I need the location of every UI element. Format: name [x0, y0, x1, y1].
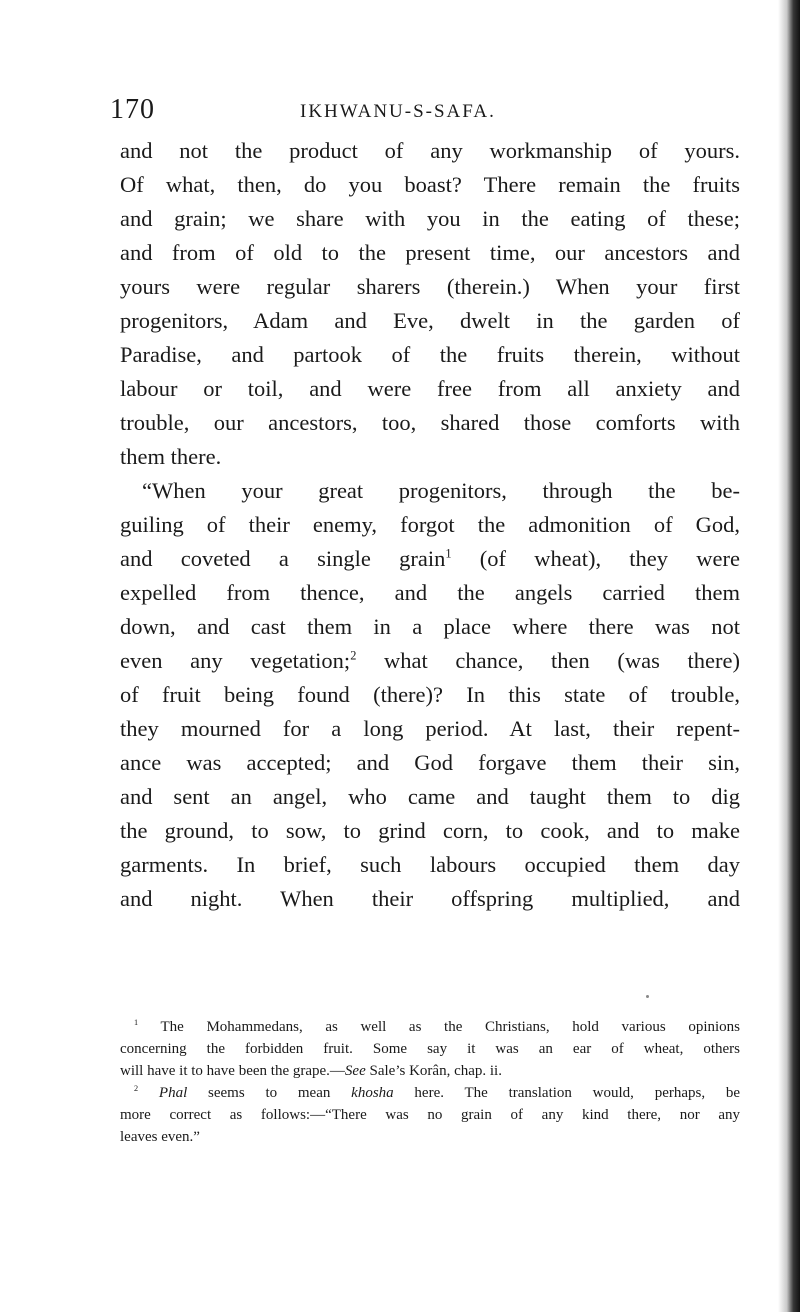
- text-line: and from of old to the present time, our ancestors and: [120, 240, 740, 265]
- footnotes: [120, 1016, 740, 1148]
- text-segment: here. The translation would, perhaps, be: [393, 1085, 741, 1101]
- footnote-line: concerning the forbidden fruit. Some say it was an ear of wheat, others: [120, 1041, 740, 1057]
- text-line: and night. When their offspring multiplied, and: [120, 886, 740, 911]
- text-segment: even any vegetation;: [120, 648, 351, 673]
- text-segment: seems to mean: [187, 1085, 352, 1101]
- main-text: [120, 134, 740, 916]
- text-segment: khosha: [351, 1085, 394, 1101]
- text-line: yours were regular sharers (therein.) When your first: [120, 274, 740, 299]
- text-line: and grain; we share with you in the eating of these;: [120, 206, 740, 231]
- text-line: [120, 644, 740, 678]
- text-segment: and coveted a single grain: [120, 546, 446, 571]
- text-line: [120, 542, 740, 576]
- footnote-ref-1: 1: [445, 546, 452, 561]
- text-segment: The Mohammedans, as well as the Christians, hold various opinions: [160, 1019, 740, 1035]
- text-line: them there.: [120, 444, 222, 469]
- text-segment: Sale’s Korân, chap. ii.: [365, 1063, 502, 1079]
- text-segment: See: [344, 1063, 366, 1079]
- text-segment: (of wheat), they were: [479, 546, 740, 571]
- text-line: of fruit being found (there)? In this state of trouble,: [120, 682, 740, 707]
- text-line: “When your great progenitors, through the be-: [142, 478, 740, 503]
- footnote-line: leaves even.”: [120, 1129, 200, 1145]
- footnote-mark-2: 2: [134, 1084, 139, 1093]
- text-line: expelled from thence, and the angels carried them: [120, 580, 740, 605]
- text-segment: Phal: [158, 1085, 188, 1101]
- footnote-mark-1: 1: [134, 1018, 139, 1027]
- page-edge-shadow: [778, 0, 800, 1312]
- text-line: Of what, then, do you boast? There remain the fruits: [120, 172, 740, 197]
- text-line: the ground, to sow, to grind corn, to cook, and to make: [120, 818, 740, 843]
- running-title: IKHWANU-S-SAFA.: [300, 101, 496, 122]
- footnote-line: [120, 1016, 740, 1038]
- text-line: they mourned for a long period. At last, their repent-: [120, 716, 740, 741]
- text-line: guiling of their enemy, forgot the admonition of God,: [120, 512, 740, 537]
- text-segment: what chance, then (was there): [384, 648, 740, 673]
- text-line: progenitors, Adam and Eve, dwelt in the garden of: [120, 308, 740, 333]
- text-line: and not the product of any workmanship of yours.: [120, 138, 740, 163]
- text-line: ance was accepted; and God forgave them their sin,: [120, 750, 740, 775]
- text-line: labour or toil, and were free from all anxiety and: [120, 376, 740, 401]
- ink-speck: [646, 995, 649, 998]
- footnote-line: [120, 1060, 740, 1082]
- page-number: 170: [110, 94, 155, 125]
- footnote-line: [120, 1082, 740, 1104]
- text-line: garments. In brief, such labours occupied them day: [120, 852, 740, 877]
- text-segment: will have it to have been the grape.—: [120, 1063, 345, 1079]
- footnote-ref-2: 2: [350, 648, 357, 663]
- text-line: trouble, our ancestors, too, shared those comforts with: [120, 410, 740, 435]
- text-line: Paradise, and partook of the fruits therein, without: [120, 342, 740, 367]
- text-line: down, and cast them in a place where there was not: [120, 614, 740, 639]
- text-line: and sent an angel, who came and taught them to dig: [120, 784, 740, 809]
- footnote-line: more correct as follows:—“There was no grain of any kind there, nor any: [120, 1107, 740, 1123]
